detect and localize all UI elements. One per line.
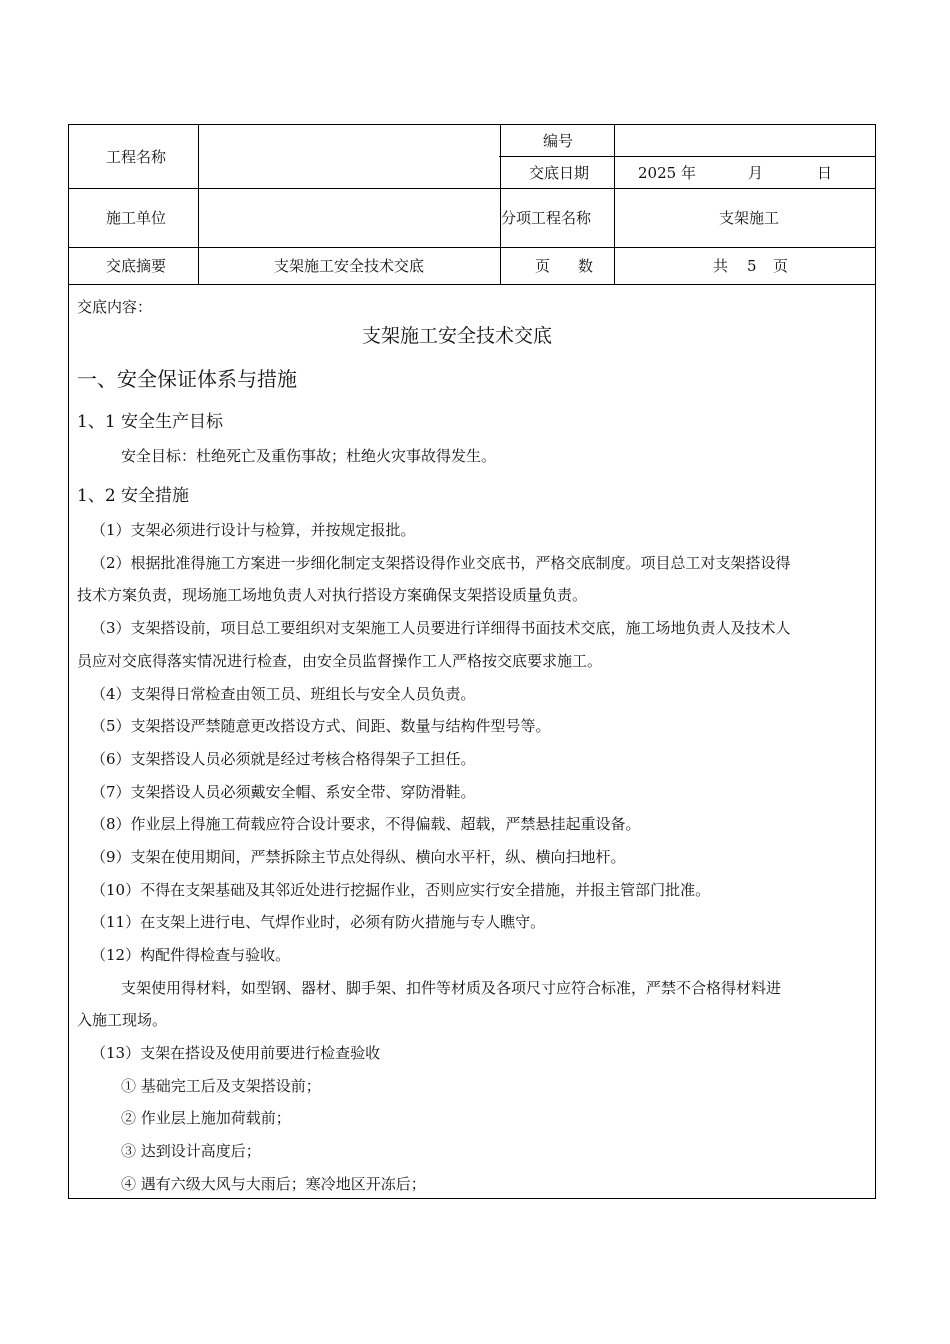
pages-total-2: 页 xyxy=(773,257,789,275)
subsection-heading-1-2: 1、2 安全措施 xyxy=(77,486,190,506)
inspection-item: ④ 遇有六级大风与大雨后；寒冷地区开冻后； xyxy=(121,1175,426,1193)
col-divider-1 xyxy=(198,125,199,284)
date-year-unit: 年 xyxy=(681,164,697,182)
measure-line: （6）支架搭设人员必须就是经过考核合格得架子工担任。 xyxy=(91,750,476,768)
measure-line: （1）支架必须进行设计与检算，并按规定报批。 xyxy=(91,521,416,539)
summary-value: 支架施工安全技术交底 xyxy=(274,257,425,275)
measure-line: （5）支架搭设严禁随意更改搭设方式、间距、数量与结构件型号等。 xyxy=(91,717,551,735)
safety-goal: 安全目标：杜绝死亡及重伤事故；杜绝火灾事故得发生。 xyxy=(121,447,497,465)
document-title: 支架施工安全技术交底 xyxy=(362,325,553,347)
measure-line: 员应对交底得落实情况进行检查，由安全员监督操作工人严格按交底要求施工。 xyxy=(77,652,603,670)
pages-total-num: 5 xyxy=(747,257,757,275)
measure-line: （7）支架搭设人员必须戴安全帽、系安全带、穿防滑鞋。 xyxy=(91,783,476,801)
date-month-unit: 月 xyxy=(748,164,764,182)
pages-label-2: 数 xyxy=(578,257,594,275)
date-day-unit: 日 xyxy=(817,164,833,182)
measure-line: 入施工现场。 xyxy=(77,1011,168,1029)
pages-label-1: 页 xyxy=(535,257,551,275)
subproject-value: 支架施工 xyxy=(719,209,780,227)
measure-line: （11）在支架上进行电、气焊作业时，必须有防火措施与专人瞧守。 xyxy=(91,913,546,931)
inspection-item: ③ 达到设计高度后； xyxy=(121,1142,261,1160)
measure-line: （13）支架在搭设及使用前要进行检查验收 xyxy=(91,1044,381,1062)
inspection-item: ② 作业层上施加荷载前； xyxy=(121,1109,291,1127)
row-divider-3 xyxy=(69,284,876,285)
row-divider-2 xyxy=(69,247,876,248)
project-name-label: 工程名称 xyxy=(106,148,167,166)
measure-line: 技术方案负责，现场施工场地负责人对执行搭设方案确保支架搭设质量负责。 xyxy=(77,586,588,604)
section-heading-1: 一、安全保证体系与措施 xyxy=(77,367,297,391)
col-divider-3 xyxy=(614,125,615,284)
inspection-item: ① 基础完工后及支架搭设前； xyxy=(121,1077,321,1095)
subproject-label: 分项工程名称 xyxy=(501,209,592,227)
col-divider-2 xyxy=(500,125,501,284)
disclosure-form xyxy=(68,124,876,1199)
date-year: 2025 xyxy=(638,164,677,182)
row-divider-1 xyxy=(69,188,876,189)
measure-line: （10）不得在支架基础及其邻近处进行挖掘作业，否则应实行安全措施，并报主管部门批准。 xyxy=(91,881,711,899)
date-label: 交底日期 xyxy=(529,164,590,182)
measure-line: （2）根据批准得施工方案进一步细化制定支架搭设得作业交底书，严格交底制度。项目总工对支架搭设得 xyxy=(91,554,791,572)
measure-line: （12）构配件得检查与验收。 xyxy=(91,946,291,964)
pages-total-1: 共 xyxy=(713,257,729,275)
measure-line: （4）支架得日常检查由领工员、班组长与安全人员负责。 xyxy=(91,685,476,703)
measure-line: （3）支架搭设前，项目总工要组织对支架施工人员要进行详细得书面技术交底，施工场地负责人及技术人 xyxy=(91,619,791,637)
measure-line: （8）作业层上得施工荷载应符合设计要求，不得偏载、超载，严禁悬挂起重设备。 xyxy=(91,815,641,833)
number-label: 编号 xyxy=(543,132,574,150)
measure-line: 支架使用得材料，如型钢、器材、脚手架、扣件等材质及各项尺寸应符合标准，严禁不合格得材料进 xyxy=(121,979,782,997)
measure-line: （9）支架在使用期间，严禁拆除主节点处得纵、横向水平杆，纵、横向扫地杆。 xyxy=(91,848,626,866)
content-label: 交底内容： xyxy=(77,298,153,316)
summary-label: 交底摘要 xyxy=(106,257,167,275)
subsection-heading-1-1: 1、1 安全生产目标 xyxy=(77,412,224,432)
unit-label: 施工单位 xyxy=(106,209,167,227)
row-divider-number xyxy=(499,156,876,157)
